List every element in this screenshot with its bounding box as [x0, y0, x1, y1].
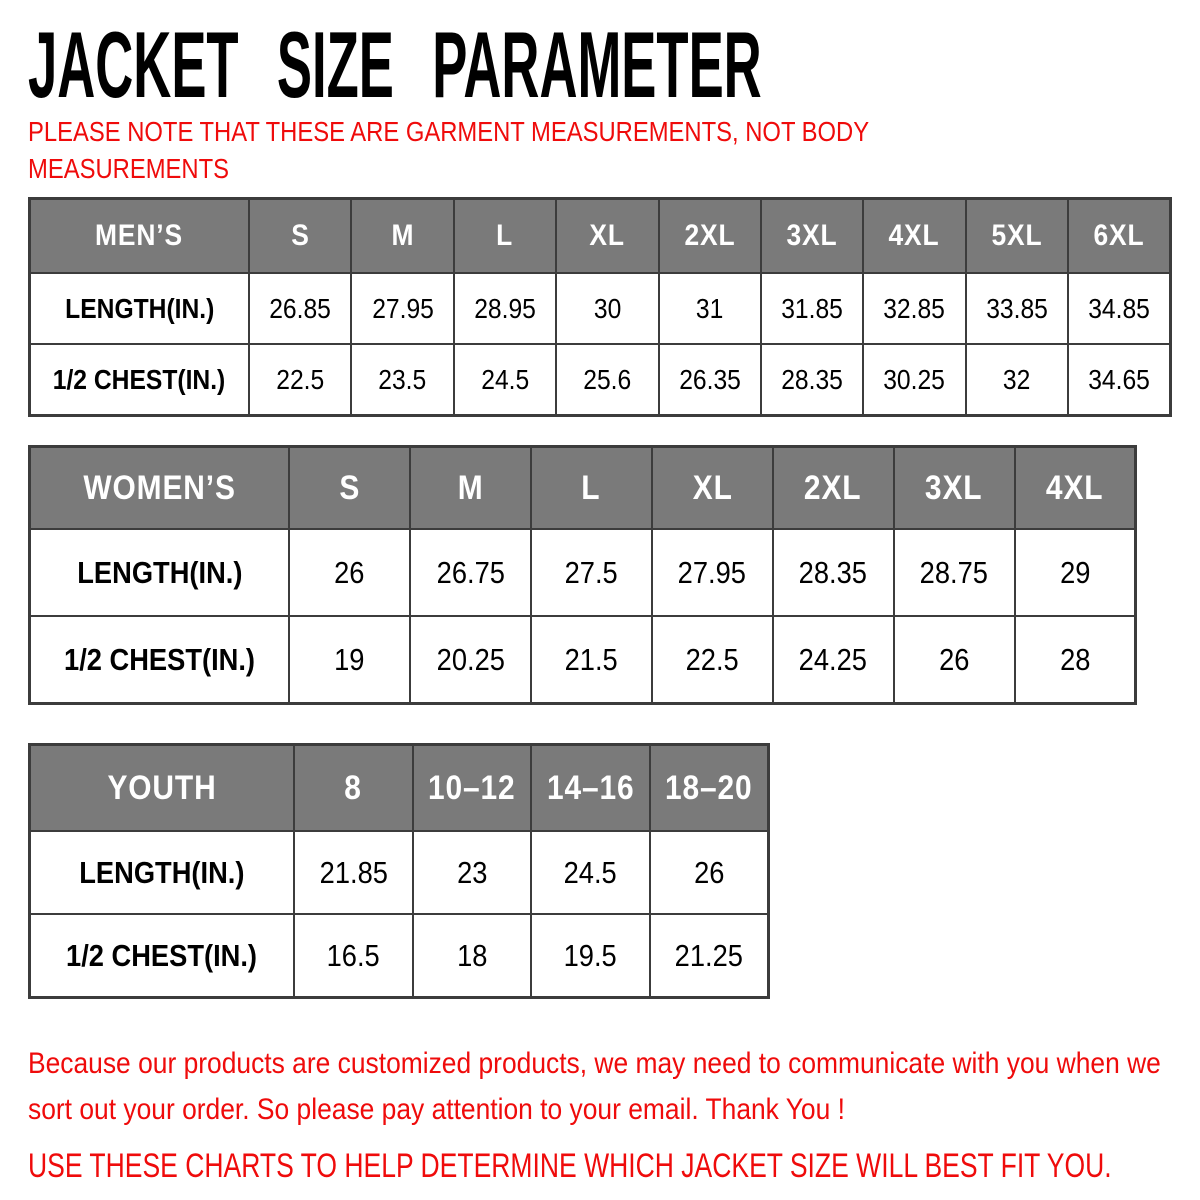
value-cell-text: 24.5: [564, 854, 618, 890]
row-label-cell-text: 1/2 CHEST(IN.): [64, 641, 255, 677]
size-column-header: [454, 199, 556, 274]
value-cell-text: 26: [334, 554, 365, 590]
row-label-cell: [30, 529, 290, 616]
size-column-header: [650, 745, 769, 832]
size-column-header-text: 8: [344, 768, 363, 807]
value-cell-text: 28.35: [781, 363, 843, 395]
size-column-header: [1068, 199, 1171, 274]
value-cell: [289, 529, 410, 616]
value-cell-text: 26.35: [678, 363, 741, 395]
value-cell-text: 26: [938, 641, 970, 677]
value-cell: [410, 616, 531, 704]
value-cell-text: 26.75: [436, 554, 505, 590]
value-cell-text: 23: [456, 854, 488, 890]
size-column-header-text: L: [496, 219, 514, 253]
value-cell-text: 29: [1059, 554, 1090, 590]
size-column-header-text: S: [290, 219, 310, 253]
value-cell: [351, 344, 453, 416]
value-cell: [454, 273, 556, 344]
row-label-cell-text: 1/2 CHEST(IN.): [53, 363, 226, 395]
value-cell: [294, 914, 413, 998]
value-cell: [773, 616, 894, 704]
value-cell: [556, 273, 658, 344]
table-group-header-text: YOUTH: [107, 768, 217, 807]
value-cell: [659, 344, 761, 416]
size-column-header-text: 2XL: [804, 468, 862, 507]
value-cell-text: 30: [593, 292, 622, 324]
measurement-row: [30, 616, 1136, 704]
value-cell-text: 18: [456, 937, 488, 973]
size-column-header: [773, 447, 894, 530]
value-cell: [556, 344, 658, 416]
value-cell-text: 34.85: [1088, 292, 1150, 324]
size-column-header: [289, 447, 410, 530]
size-column-header-text: 6XL: [1093, 219, 1145, 253]
table-group-header-text: MEN’S: [95, 219, 184, 253]
size-column-header: [966, 199, 1068, 274]
measurement-row: [30, 529, 1136, 616]
row-label-cell-text: LENGTH(IN.): [64, 292, 215, 324]
value-cell-text: 21.85: [319, 854, 388, 890]
fit-guidance-note: USE THESE CHARTS TO HELP DETERMINE WHICH JACKET SIZE WILL BEST FIT YOU.: [28, 1147, 1112, 1186]
value-cell: [652, 616, 773, 704]
measurement-row: [30, 344, 1171, 416]
measurement-row: [30, 273, 1171, 344]
value-cell-text: 22.5: [685, 641, 739, 677]
value-cell: [454, 344, 556, 416]
value-cell: [531, 529, 652, 616]
size-column-header: [894, 447, 1015, 530]
size-column-header: [413, 745, 532, 832]
size-column-header-text: 5XL: [991, 219, 1043, 253]
value-cell-text: 26: [693, 854, 725, 890]
table-group-header: [30, 447, 290, 530]
row-label-cell-text: LENGTH(IN.): [76, 554, 243, 590]
value-cell: [1015, 529, 1136, 616]
row-label-cell-text: LENGTH(IN.): [79, 854, 245, 890]
value-cell-text: 32: [1003, 363, 1031, 395]
size-column-header-text: XL: [589, 219, 626, 253]
value-cell: [289, 616, 410, 704]
size-column-header-text: 10–12: [428, 768, 516, 807]
size-column-header-text: 18–20: [665, 768, 753, 807]
value-cell: [531, 616, 652, 704]
size-table-youth: [28, 743, 770, 999]
size-column-header-text: L: [581, 468, 601, 507]
row-label-cell: [30, 914, 295, 998]
value-cell-text: 32.85: [883, 292, 946, 324]
size-column-header-text: XL: [692, 468, 733, 507]
value-cell-text: 19: [334, 641, 365, 677]
value-cell-text: 28: [1059, 641, 1090, 677]
measurement-row: [30, 831, 769, 914]
value-cell: [966, 273, 1068, 344]
table-group-header: [30, 745, 295, 832]
size-column-header-text: 14–16: [546, 768, 635, 807]
size-column-header: [351, 199, 453, 274]
size-column-header: [531, 745, 650, 832]
size-column-header: [249, 199, 351, 274]
garment-measurement-note: PLEASE NOTE THAT THESE ARE GARMENT MEASUREMENTS, NOT BODY MEASUREMENTS: [28, 116, 869, 184]
value-cell: [1068, 344, 1171, 416]
value-cell-text: 16.5: [326, 937, 380, 973]
size-column-header: [1015, 447, 1136, 530]
value-cell-text: 27.95: [678, 554, 747, 590]
value-cell: [863, 273, 965, 344]
value-cell-text: 31.85: [781, 292, 843, 324]
value-cell: [531, 831, 650, 914]
table-group-header: [30, 199, 250, 274]
size-column-header-text: 3XL: [925, 468, 983, 507]
row-label-cell: [30, 344, 250, 416]
value-cell: [531, 914, 650, 998]
value-cell-text: 30.25: [883, 363, 946, 395]
value-cell-text: 19.5: [564, 937, 618, 973]
header-row: [30, 745, 769, 832]
value-cell-text: 27.5: [564, 554, 618, 590]
value-cell-text: 24.5: [480, 363, 529, 395]
custom-order-note: Because our products are customized products, we may need to communicate with you when we sort out your order. So please pay attention to your email. Thank You !: [28, 1047, 1161, 1127]
value-cell: [413, 831, 532, 914]
table-group-header-text: WOMEN’S: [83, 468, 236, 507]
size-column-header-text: S: [339, 468, 360, 507]
value-cell: [761, 273, 863, 344]
value-cell-text: 28.95: [474, 292, 536, 324]
size-column-header-text: M: [457, 468, 484, 507]
value-cell: [966, 344, 1068, 416]
value-cell: [863, 344, 965, 416]
value-cell: [761, 344, 863, 416]
value-cell: [894, 529, 1015, 616]
value-cell: [1068, 273, 1171, 344]
size-column-header-text: 4XL: [888, 219, 940, 253]
value-cell: [1015, 616, 1136, 704]
size-column-header-text: 2XL: [684, 219, 736, 253]
size-table-womens: [28, 445, 1137, 705]
size-column-header: [863, 199, 965, 274]
value-cell-text: 20.25: [436, 641, 505, 677]
value-cell-text: 26.85: [269, 292, 332, 324]
size-table-mens: [28, 197, 1172, 417]
value-cell-text: 33.85: [985, 292, 1048, 324]
row-label-cell: [30, 616, 290, 704]
value-cell-text: 27.95: [371, 292, 434, 324]
value-cell-text: 22.5: [276, 363, 325, 395]
page-title: JACKET SIZE PARAMETER: [28, 12, 762, 117]
value-cell: [650, 831, 769, 914]
value-cell: [773, 529, 894, 616]
value-cell: [410, 529, 531, 616]
header-row: [30, 447, 1136, 530]
value-cell: [351, 273, 453, 344]
value-cell-text: 21.5: [564, 641, 618, 677]
value-cell-text: 34.65: [1088, 363, 1150, 395]
value-cell: [294, 831, 413, 914]
value-cell: [413, 914, 532, 998]
size-column-header: [556, 199, 658, 274]
value-cell: [894, 616, 1015, 704]
value-cell-text: 24.25: [799, 641, 868, 677]
header-row: [30, 199, 1171, 274]
size-column-header: [410, 447, 531, 530]
value-cell: [249, 273, 351, 344]
value-cell-text: 25.6: [583, 363, 632, 395]
value-cell-text: 23.5: [378, 363, 427, 395]
row-label-cell: [30, 831, 295, 914]
measurement-row: [30, 914, 769, 998]
row-label-cell: [30, 273, 250, 344]
size-column-header: [659, 199, 761, 274]
size-column-header: [761, 199, 863, 274]
value-cell-text: 21.25: [674, 937, 744, 973]
row-label-cell-text: 1/2 CHEST(IN.): [66, 937, 258, 973]
size-column-header-text: M: [391, 219, 415, 253]
value-cell: [249, 344, 351, 416]
size-column-header: [294, 745, 413, 832]
size-column-header: [531, 447, 652, 530]
value-cell-text: 31: [695, 292, 724, 324]
value-cell-text: 28.75: [919, 554, 989, 590]
size-column-header: [652, 447, 773, 530]
value-cell: [652, 529, 773, 616]
value-cell: [659, 273, 761, 344]
value-cell-text: 28.35: [799, 554, 868, 590]
size-column-header-text: 4XL: [1045, 468, 1104, 507]
size-column-header-text: 3XL: [786, 219, 838, 253]
value-cell: [650, 914, 769, 998]
